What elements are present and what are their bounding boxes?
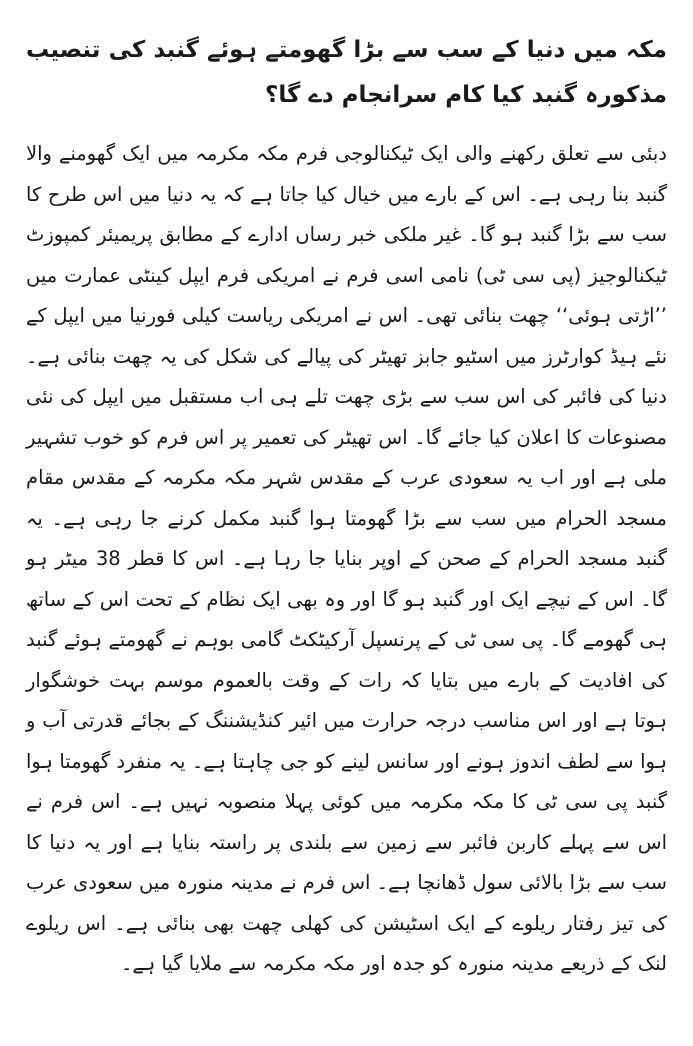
article-heading: مکہ میں دنیا کے سب سے بڑا گھومتے ہوئے گنبد کی تنصیب مذکورہ گنبد کیا کام سرانجام دے گا؟ (26, 37, 667, 108)
article-body: دبئی سے تعلق رکھنے والی ایک ٹیکنالوجی فرم مکہ مکرمہ میں ایک گھومنے والا گنبد بنا رہی ہے۔ اس کے بارے میں خیال کیا جاتا ہے کہ یہ دنیا میں اس طرح کا سب سے بڑا گنبد ہو گا۔ غیر ملکی خبر رساں ادارے کے مطابق پریمیئر کمپوزٹ ٹیکنالوجیز (پی سی ٹی) نامی اسی فرم نے امریکی فرم ایپل کینٹی عمارت میں ’’اڑتی ہوئی‘‘ چھت بنائی تھی۔ اس نے امریکی ریاست کیلی فورنیا میں ایپل کے نئے ہیڈ کوارٹرز میں اسٹیو جابز تھیٹر کی پیالے کی شکل کی یہ چھت بنائی ہے۔ دنیا کی فائبر کی اس سب سے بڑی چھت تلے ہی اب مستقبل میں ایپل کی نئی مصنوعات کا اعلان کیا جائے گا۔ اس تھیٹر کی تعمیر پر اس فرم کو خوب تشہیر ملی ہے اور اب یہ سعودی عرب کے مقدس شہر مکہ مکرمہ کے مقدس مقام مسجد الحرام میں سب سے بڑا گھومتا ہوا گنبد مکمل کرنے جا رہی ہے۔ یہ گنبد مسجد الحرام کے صحن کے اوپر بنایا جا رہا ہے۔ اس کا قطر 38 میٹر ہو گا۔ اس کے نیچے ایک اور گنبد ہو گا اور وہ بھی ایک نظام کے تحت اس کے ساتھ ہی گھومے گا۔ پی سی ٹی کے پرنسپل آرکیٹکٹ گامی بوہم نے گھومتے ہوئے گنبد کی افادیت کے بارے میں بتایا کہ رات کے وقت بالعموم موسم بہت خوشگوار ہوتا ہے اور اس مناسب درجہ حرارت میں ائیر کنڈیشننگ کے بجائے قدرتی آب و ہوا سے لطف اندوز ہونے اور سانس لینے کو جی چاہتا ہے۔ یہ منفرد گھومتا ہوا گنبد پی سی ٹی کا مکہ مکرمہ میں کوئی پہلا منصوبہ نہیں ہے۔ اس فرم نے اس سے پہلے کاربن فائبر سے زمین سے بلندی پر راستہ بنایا ہے اور یہ دنیا کا سب سے بڑا بالائی سول ڈھانچا ہے۔ اس فرم نے مدینہ منورہ میں سعودی عرب کی تیز رفتار ریلوے کے ایک اسٹیشن کی کھلی چھت بھی بنائی ہے۔ اس ریلوے لنک کے ذریعے مدینہ منورہ کو جدہ اور مکہ مکرمہ سے ملایا گیا ہے۔ (26, 142, 667, 975)
